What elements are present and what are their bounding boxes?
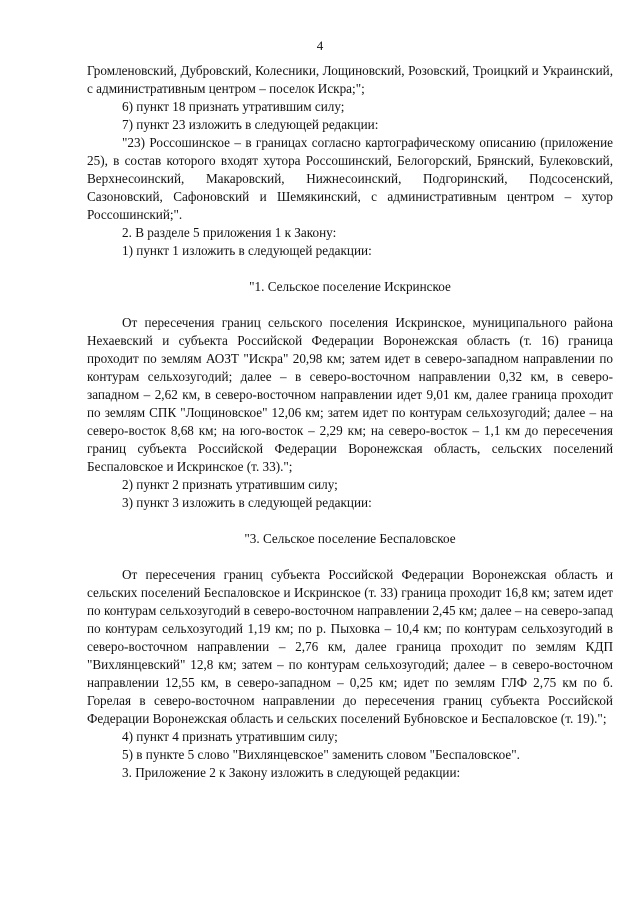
- paragraph-quote-23: "23) Россошинское – в границах согласно картографическому описанию (приложение 25), в состав которого входят хутора Россошинский, Белогорский, Брянский, Булековский, Верхнесоинский, Макаровский, Нижнесоинский, Подгоринский, Подсосенский, Сазоновский, Сафоновский и Шемякинский, с административным центром – хутор Россошинский;".: [87, 135, 613, 222]
- paragraph-bespalovskoe-boundary: От пересечения границ субъекта Российской Федерации Воронежская область и сельских поселений Беспаловское и Искринское (т. 33) граница проходит 16,8 км; затем идет по контурам сельхозугодий в северо-восточном направлении 2,45 км; далее – на северо-запад по контурам сельхозугодий 1,19 км; по р. Пыховка – 10,4 км; по контурам сельхозугодий в северо-восточном направлении – 2,76 км, далее граница проходит по землям КДП "Вихлянцевский" 12,8 км; затем – по контурам сельхозугодий; далее – в северо-восточном направлении 12,55 км, в северо-западном – 0,25 км; идет по землям ГЛФ 2,75 км по б. Горелая в северо-восточном направлении до пересечения границ субъекта Российской Федерации Воронежская область и сельских поселений Бубновское и Беспаловское (т. 19).";: [87, 567, 613, 726]
- heading-iskrinskoe: "1. Сельское поселение Искринское: [249, 279, 451, 294]
- paragraph-item-3: 3) пункт 3 изложить в следующей редакции:: [122, 495, 372, 510]
- heading-bespalovskoe: "3. Сельское поселение Беспаловское: [244, 531, 456, 546]
- document-body: [87, 62, 613, 782]
- paragraph-item-2: 2) пункт 2 признать утратившим силу;: [122, 477, 338, 492]
- paragraph-continuation: Громленовский, Дубровский, Колесники, Лощиновский, Розовский, Троицкий и Украинский, с административным центром – поселок Искра;";: [87, 63, 613, 96]
- paragraph-item-4: 4) пункт 4 признать утратившим силу;: [122, 729, 338, 744]
- paragraph-section-2: 2. В разделе 5 приложения 1 к Закону:: [122, 225, 337, 240]
- page-number: 4: [316, 38, 324, 53]
- paragraph-section-3: 3. Приложение 2 к Закону изложить в следующей редакции:: [122, 765, 461, 780]
- paragraph-item-7: 7) пункт 23 изложить в следующей редакции:: [122, 117, 379, 132]
- paragraph-item-6: 6) пункт 18 признать утратившим силу;: [122, 99, 345, 114]
- paragraph-iskrinskoe-boundary: От пересечения границ сельского поселения Искринское, муниципального района Нехаевский и субъекта Российской Федерации Воронежская область (т. 16) граница проходит по землям АОЗТ "Искра" 20,98 км; затем идет в северо-западном направлении по контурам сельхозугодий; далее – в северо-восточном направлении 0,32 км, в северо-западном – 2,62 км, в северо-восточном направлении идет 9,01 км, далее граница проходит по землям СПК "Лощиновское" 12,06 км; затем идет по контурам сельхозугодий; далее – на северо-восток 8,68 км; на юго-восток – 2,29 км; на северо-восток – 1,1 км до пересечения границ субъекта Российской Федерации Воронежская область, сельских поселений Беспаловское и Искринское (т. 33).";: [87, 315, 613, 474]
- paragraph-item-1: 1) пункт 1 изложить в следующей редакции:: [122, 243, 372, 258]
- paragraph-item-5: 5) в пункте 5 слово "Вихлянцевское" заменить словом "Беспаловское".: [122, 747, 520, 762]
